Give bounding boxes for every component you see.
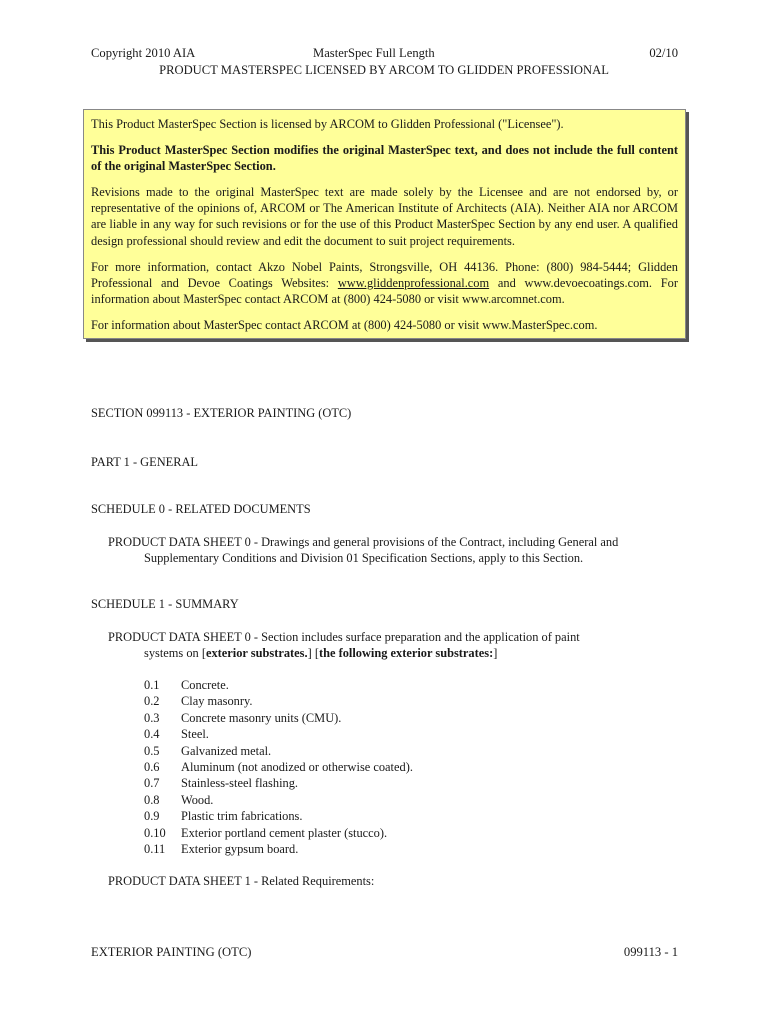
list-item — [144, 841, 413, 857]
pds0-summary-pre: systems on [ — [144, 646, 206, 661]
list-item-text: Clay masonry. — [181, 694, 253, 709]
list-item — [144, 792, 413, 808]
notice-contact-text: For more information, contact Akzo Nobel Paints, Strongsville, OH 44136. Phone: (800) 984-5444; Glidden Professional and Devoe Coatings Websites: — [91, 259, 678, 290]
list-item-number: 0.8 — [144, 792, 160, 807]
footer-section-name: EXTERIOR PAINTING (OTC) — [91, 945, 252, 959]
pds0-summary-bold-2: the following exterior substrates: — [318, 646, 494, 661]
notice-paragraph-4 — [91, 259, 678, 308]
list-item-text: Concrete. — [181, 678, 229, 692]
notice-paragraph-3: Revisions made to the original MasterSpec text are made solely by the Licensee and are not endorsed by, or representative of the opinions of, ARCOM or The American Institute of Architects (AIA). Neither AIA nor ARCOM are liable in any way for such revisions or for the use of this Product MasterSpec Section by any end user. A qualified design professional should review and edit the document to suit project requirements. — [91, 184, 678, 248]
substrates-list — [144, 677, 413, 857]
product-data-sheet-0-related — [108, 534, 677, 567]
product-data-sheet-0-summary — [108, 629, 677, 662]
glidden-website-link[interactable]: www.gliddenprofessional.com — [337, 275, 490, 290]
header-title: MasterSpec Full Length — [313, 46, 435, 60]
list-item — [144, 808, 413, 824]
list-item-number: 0.1 — [144, 678, 160, 692]
list-item — [144, 743, 413, 759]
notice-paragraph-5: For information about MasterSpec contact ARCOM at (800) 424-5080 or visit www.MasterSpec.com. — [91, 317, 598, 332]
list-item-number: 0.11 — [144, 842, 166, 857]
list-item — [144, 677, 413, 693]
notice-paragraph-1: This Product MasterSpec Section is licensed by ARCOM to Glidden Professional ("Licensee"). — [91, 117, 564, 131]
list-item-text: Exterior gypsum board. — [181, 842, 299, 857]
list-item — [144, 775, 413, 791]
schedule-1-heading: SCHEDULE 1 - SUMMARY — [91, 597, 239, 611]
product-data-sheet-1: PRODUCT DATA SHEET 1 - Related Requirements: — [108, 874, 375, 888]
list-item-number: 0.3 — [144, 710, 160, 725]
header-license-line: PRODUCT MASTERSPEC LICENSED BY ARCOM TO GLIDDEN PROFESSIONAL — [159, 63, 609, 77]
list-item-text: Steel. — [181, 727, 209, 742]
list-item-text: Stainless-steel flashing. — [181, 776, 299, 791]
list-item-number: 0.4 — [144, 727, 160, 742]
list-item — [144, 726, 413, 742]
footer-page-number: 099113 - 1 — [623, 945, 678, 959]
notice-paragraph-2 — [91, 142, 678, 175]
list-item-number: 0.2 — [144, 694, 160, 709]
list-item-number: 0.9 — [144, 809, 160, 824]
license-notice-box — [83, 109, 686, 339]
list-item — [144, 693, 413, 709]
schedule-0-heading: SCHEDULE 0 - RELATED DOCUMENTS — [91, 502, 311, 516]
pds0-summary-line2 — [108, 645, 677, 661]
part-heading: PART 1 - GENERAL — [91, 455, 198, 469]
list-item-text: Wood. — [181, 792, 214, 807]
pds0-summary-mid: ] [ — [307, 646, 319, 661]
section-title: SECTION 099113 - EXTERIOR PAINTING (OTC) — [91, 406, 352, 420]
list-item — [144, 759, 413, 775]
list-item — [144, 710, 413, 726]
pds0-summary-line1: PRODUCT DATA SHEET 0 - Section includes surface preparation and the application of paint — [108, 630, 580, 644]
pds0-related-line2: Supplementary Conditions and Division 01 Specification Sections, apply to this Section. — [144, 551, 584, 566]
list-item-number: 0.10 — [144, 825, 166, 840]
list-item-text: Aluminum (not anodized or otherwise coated). — [181, 760, 413, 775]
notice-contact-text-2: and www.devoecoatings.com. For information about MasterSpec contact ARCOM at (800) 424-5080 or visit www.arcomnet.com. — [91, 275, 678, 307]
list-item-text: Plastic trim fabrications. — [181, 809, 303, 824]
notice-bold-text: This Product MasterSpec Section modifies the original MasterSpec text, and does not include the full content of the original MasterSpec Section. — [91, 142, 678, 174]
list-item-text: Galvanized metal. — [181, 743, 272, 758]
list-item-number: 0.6 — [144, 760, 160, 775]
list-item-number: 0.5 — [144, 743, 160, 758]
list-item — [144, 825, 413, 841]
list-item-text: Concrete masonry units (CMU). — [181, 710, 342, 725]
list-item-number: 0.7 — [144, 776, 160, 791]
header-copyright: Copyright 2010 AIA — [91, 46, 196, 60]
header-date: 02/10 — [649, 46, 678, 60]
list-item-text: Exterior portland cement plaster (stucco). — [181, 825, 388, 840]
pds0-summary-end: ] — [493, 646, 498, 661]
pds0-related-line1: PRODUCT DATA SHEET 0 - Drawings and general provisions of the Contract, including General and — [108, 535, 619, 549]
pds0-summary-bold-1: exterior substrates. — [205, 646, 308, 661]
